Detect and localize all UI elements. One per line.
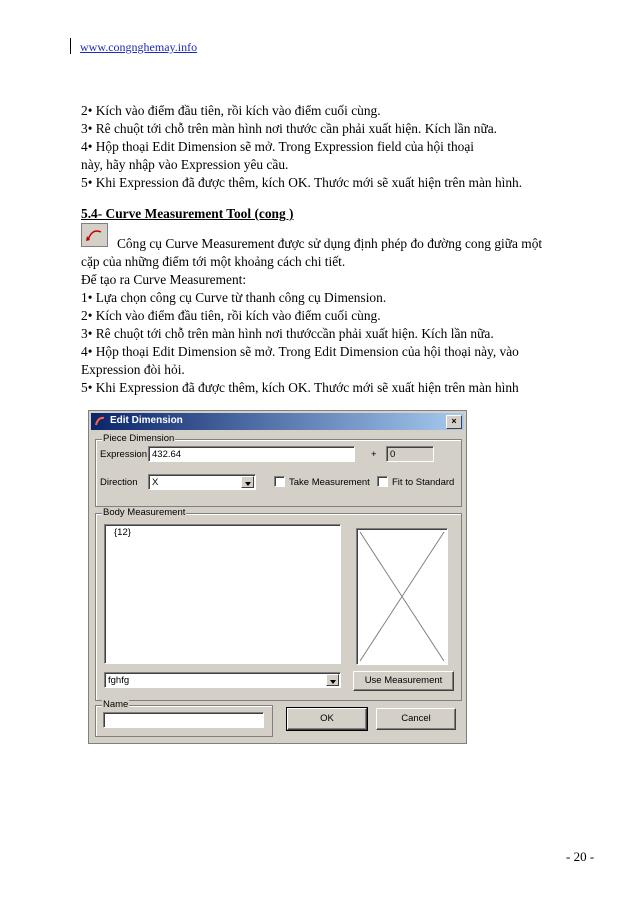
name-input[interactable] — [103, 712, 264, 728]
direction-select[interactable] — [148, 474, 256, 490]
body-line: 2• Kích vào điểm đầu tiên, rồi kích vào điểm cuối cùng. — [81, 308, 381, 323]
image-placeholder — [356, 528, 448, 665]
group-label: Body Measurement — [103, 507, 186, 518]
fit-to-standard-checkbox[interactable] — [377, 476, 388, 487]
measurement-value: fghfg — [108, 675, 130, 686]
body-line: 3• Rê chuột tới chỗ trên màn hình nơi thướccần phải xuất hiện. Kích lần nữa. — [81, 326, 494, 341]
cancel-button[interactable]: Cancel — [376, 708, 456, 730]
page-header — [70, 38, 197, 54]
fit-to-standard-label: Fit to Standard — [392, 477, 455, 488]
empty-image-icon — [357, 529, 447, 664]
body-line: Để tạo ra Curve Measurement: — [81, 272, 247, 287]
body-line: này, hãy nhập vào Expression yêu cầu. — [81, 157, 289, 172]
app-icon — [94, 415, 106, 427]
body-line: Expression đòi hỏi. — [81, 362, 185, 377]
take-measurement-label: Take Measurement — [289, 477, 370, 488]
body-measurement-list[interactable] — [104, 524, 341, 664]
body-line: 4• Hộp thoại Edit Dimension sẽ mở. Trong Edit Dimension của hội thoại này, vào — [81, 344, 519, 359]
body-line: 3• Rê chuột tới chỗ trên màn hình nơi thước cần phải xuất hiện. Kích lần nữa. — [81, 121, 498, 136]
list-item[interactable]: {12} — [114, 527, 131, 538]
group-label: Name — [103, 699, 129, 710]
group-label: Piece Dimension — [103, 433, 175, 444]
measurement-select[interactable] — [104, 672, 341, 688]
expression-input[interactable]: 432.64 — [148, 446, 355, 462]
direction-label: Direction — [100, 477, 138, 488]
close-button[interactable]: × — [446, 415, 462, 429]
ok-button[interactable]: OK — [287, 708, 367, 730]
expression-label: Expression — [100, 449, 147, 460]
body-line: Công cụ Curve Measurement được sử dụng định phép đo đường cong giữa một — [117, 236, 543, 251]
plus-label: + — [371, 449, 377, 460]
curve-tool-icon — [81, 223, 108, 247]
offset-field: 0 — [386, 446, 434, 462]
body-line: 4• Hộp thoại Edit Dimension sẽ mở. Trong Expression field của hội thoại — [81, 139, 474, 154]
direction-value: X — [152, 477, 159, 488]
chevron-down-icon[interactable] — [326, 674, 339, 686]
dialog-titlebar — [91, 413, 464, 430]
body-line: cặp của những điểm tới một khoảng cách chi tiết. — [81, 254, 346, 269]
body-line: 5• Khi Expression đã được thêm, kích OK. Thước mới sẽ xuất hiện trên màn hình — [81, 380, 519, 395]
website-link[interactable]: www.congnghemay.info — [80, 40, 198, 54]
body-line: 5• Khi Expression đã được thêm, kích OK. Thước mới sẽ xuất hiện trên màn hình. — [81, 175, 523, 190]
body-line: 2• Kích vào điểm đầu tiên, rồi kích vào điểm cuối cùng. — [81, 103, 381, 118]
use-measurement-button[interactable]: Use Measurement — [353, 671, 454, 691]
chevron-down-icon[interactable] — [241, 476, 254, 488]
body-line: 1• Lựa chọn công cụ Curve từ thanh công cụ Dimension. — [81, 290, 387, 305]
take-measurement-checkbox[interactable] — [274, 476, 285, 487]
edit-dimension-dialog — [88, 410, 467, 744]
dialog-title: Edit Dimension — [110, 415, 183, 426]
section-heading: 5.4- Curve Measurement Tool (cong ) — [81, 206, 294, 221]
page-number: - 20 - — [566, 849, 595, 864]
